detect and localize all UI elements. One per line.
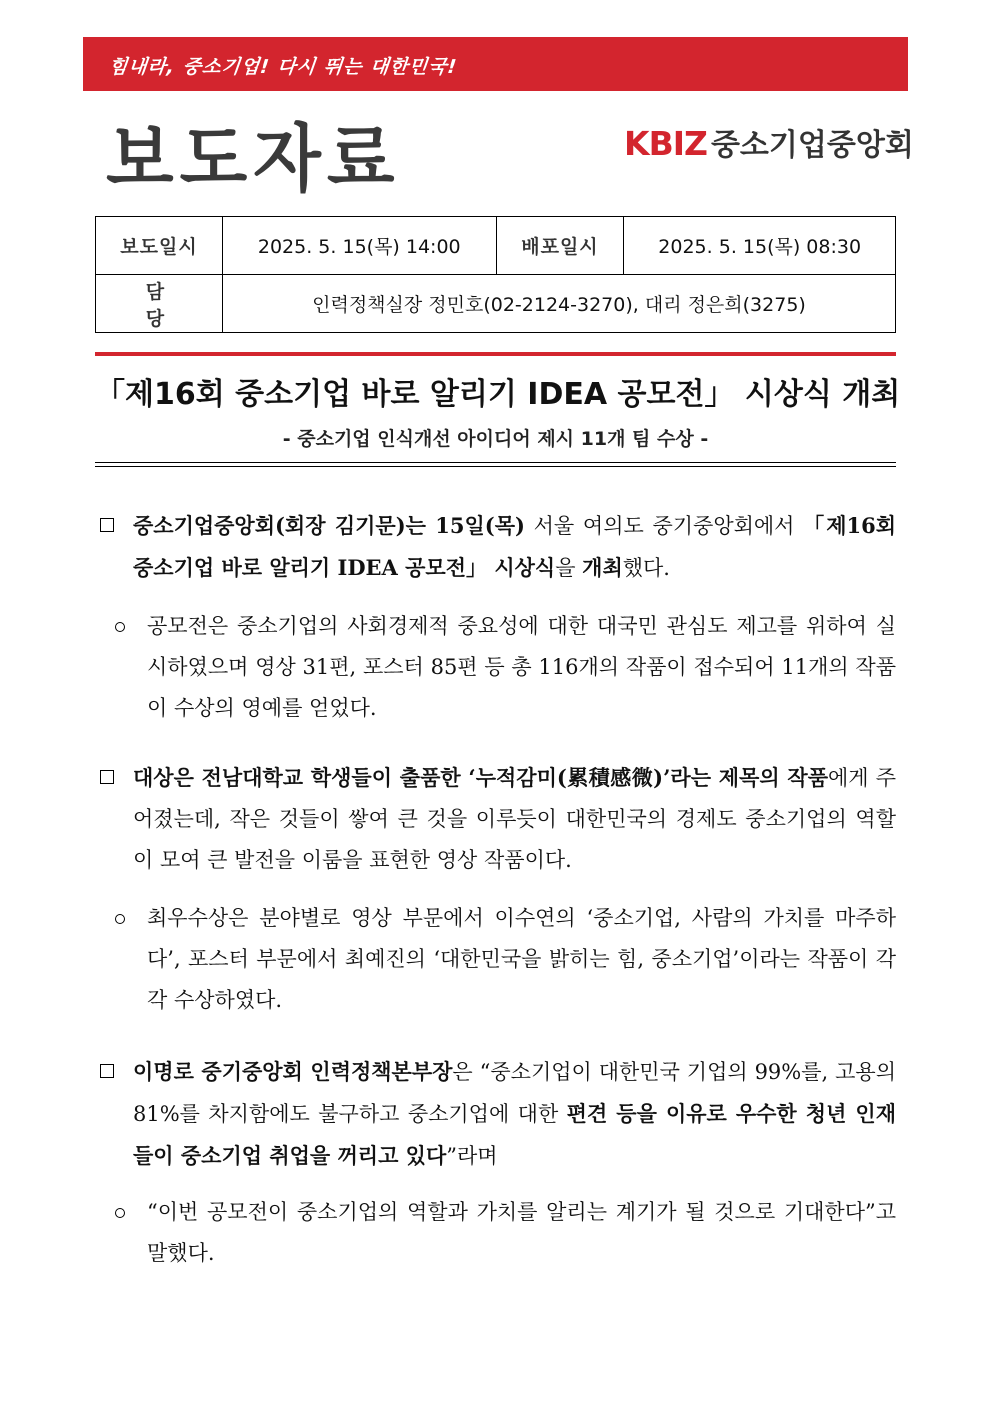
double-divider xyxy=(95,462,896,467)
headline-subtitle: - 중소기업 인식개선 아이디어 제시 11개 팀 수상 - xyxy=(282,428,709,450)
p3-quote-end: ”라며 xyxy=(446,1144,498,1168)
release-info-table xyxy=(95,216,896,333)
p3-sub-text: “이번 공모전이 중소기업의 역할과 가치를 알리는 계기가 될 것으로 기대한다”고 말했다. xyxy=(147,1200,896,1265)
paragraph-1 xyxy=(133,505,896,589)
p3-quote-start: 은 “중소기업이 대한민국 기업의 99%를, 고용의 81%를 차지함에도 불구하고 중소기업에 대한 xyxy=(133,1060,896,1126)
p1-subject: 중소기업중앙회(회장 김기문)는 15일(목) xyxy=(133,513,525,538)
circle-bullet-icon xyxy=(115,622,125,632)
contact-value: 인력정책실장 정민호(02-2124-3270), 대리 정은희(3275) xyxy=(222,275,895,333)
p1-particle: 을 xyxy=(555,556,583,580)
p1-verb: 개최 xyxy=(582,555,623,580)
p2-sub-text: 최우수상은 분야별로 영상 부문에서 이수연의 ‘중소기업, 사람의 가치를 마주하다’, 포스터 부문에서 최예진의 ‘대한민국을 밝히는 힘, 중소기업’이라는 작품이 각각 수상하였다. xyxy=(147,906,896,1012)
circle-bullet-icon xyxy=(115,914,125,924)
red-divider xyxy=(95,352,896,356)
circle-bullet-icon xyxy=(115,1208,125,1218)
paragraph-3-sub xyxy=(147,1192,896,1274)
headline-title: 「제16회 중소기업 바로 알리기 IDEA 공모전」 시상식 개최 xyxy=(95,377,901,412)
p2-award: 대상은 전남대학교 학생들이 출품한 ‘누적감미(累積感微)’라는 제목의 작품 xyxy=(133,765,828,790)
p1-event: 「제16회 중소기업 바로 알리기 IDEA 공모전」 시상식 xyxy=(133,513,896,580)
paragraph-1-sub xyxy=(147,606,896,729)
distribution-date-label: 배포일시 xyxy=(496,217,624,275)
p2-description: 에게 주어졌는데, 작은 것들이 쌓여 큰 것을 이루듯이 대한민국의 경제도 중소기업의 역할이 모여 큰 발전을 이룸을 표현한 영상 작품이다. xyxy=(133,766,896,872)
organization-logo xyxy=(624,120,914,164)
banner-slogan: 힘내라, 중소기업! 다시 뛰는 대한민국! xyxy=(107,56,459,78)
p1-ending: 했다. xyxy=(622,556,670,580)
release-date-label: 보도일시 xyxy=(96,217,223,275)
square-bullet-icon xyxy=(100,770,114,784)
p1-location: 서울 여의도 중기중앙회에서 xyxy=(524,514,804,538)
paragraph-3 xyxy=(133,1051,896,1177)
p3-quote-emphasis: 편견 등을 이유로 우수한 청년 인재들이 중소기업 취업을 꺼리고 있다 xyxy=(133,1101,896,1168)
p3-speaker: 이명로 중기중앙회 인력정책본부장 xyxy=(133,1059,453,1084)
distribution-date-value: 2025. 5. 15(목) 08:30 xyxy=(624,217,896,275)
p1-sub-text: 공모전은 중소기업의 사회경제적 중요성에 대한 대국민 관심도 제고를 위하여 실시하였으며 영상 31편, 포스터 85편 등 총 116개의 작품이 접수되어 11개의 작품이 수상의 영예를 얻었다. xyxy=(147,614,896,720)
release-date-value: 2025. 5. 15(목) 14:00 xyxy=(222,217,496,275)
paragraph-2-sub xyxy=(147,898,896,1021)
square-bullet-icon xyxy=(100,1064,114,1078)
organization-name: 중소기업중앙회 xyxy=(710,128,914,163)
document-title: 보도자료 xyxy=(106,115,401,202)
slogan-banner xyxy=(83,37,908,91)
square-bullet-icon xyxy=(100,518,114,532)
kbiz-logo-mark: KBIZ xyxy=(624,124,707,163)
contact-label: 담 당 xyxy=(96,275,223,333)
paragraph-2 xyxy=(133,757,896,881)
